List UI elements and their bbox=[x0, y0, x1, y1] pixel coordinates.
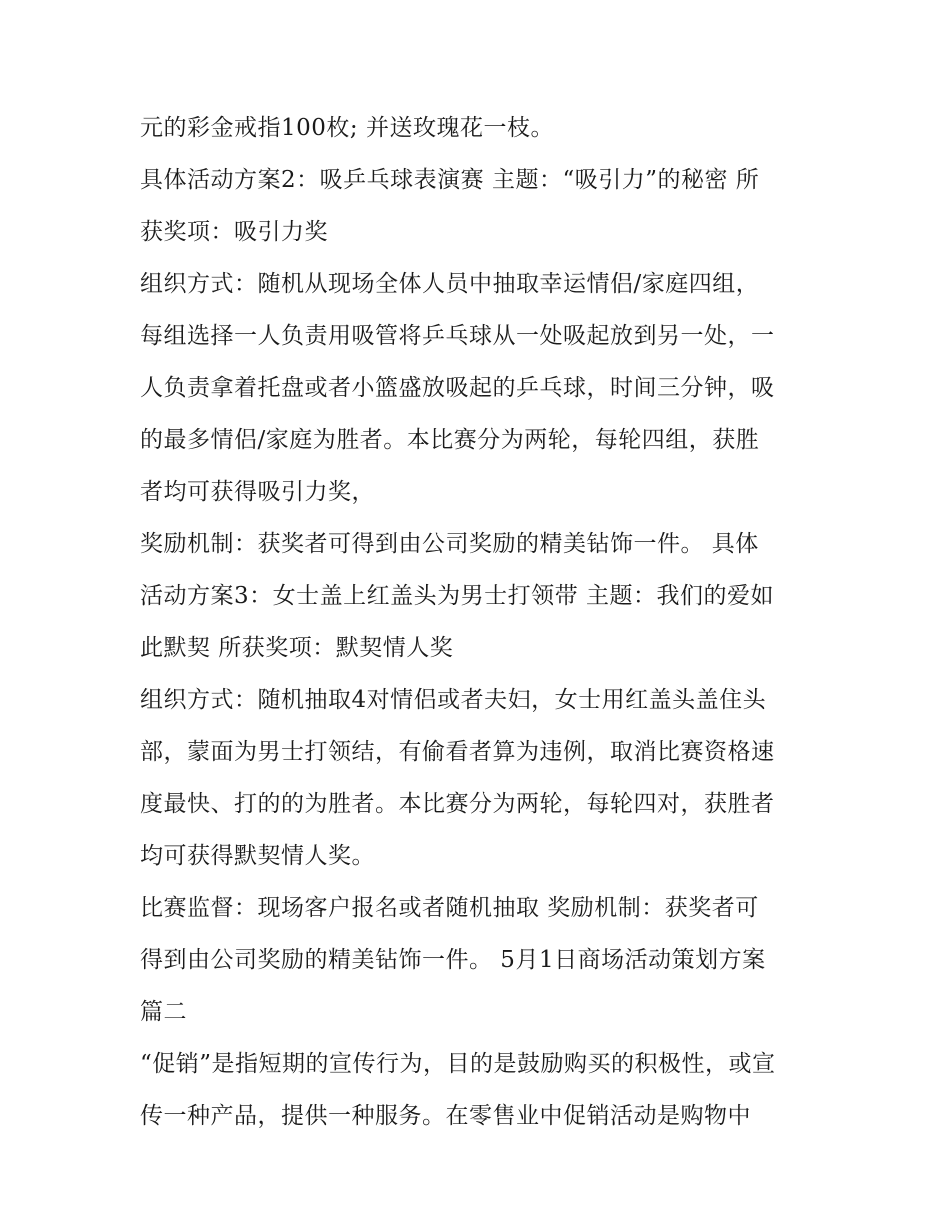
text-line: 均可获得默契情人奖。 bbox=[140, 843, 375, 869]
text-line: 此默契 所获奖项：默契情人奖 bbox=[140, 635, 454, 661]
text-line: 的最多情侣/家庭为胜者。本比赛分为两轮，每轮四组，获胜 bbox=[140, 427, 760, 453]
text-line: 元的彩金戒指100枚; 并送玫瑰花一枝。 bbox=[140, 115, 554, 141]
text-line: 者均可获得吸引力奖， bbox=[140, 479, 375, 505]
text-line: 获奖项：吸引力奖 bbox=[140, 219, 328, 245]
text-line: 得到由公司奖励的精美钻饰一件。 5月1日商场活动策划方案 bbox=[140, 947, 766, 973]
text-line: 人负责拿着托盘或者小篮盛放吸起的乒乓球，时间三分钟，吸 bbox=[140, 375, 775, 401]
text-line: 篇二 bbox=[140, 999, 187, 1025]
text-line: 具体活动方案2：吸乒乓球表演赛 主题：“吸引力”的秘密 所 bbox=[140, 167, 760, 193]
document-body bbox=[140, 102, 820, 1142]
text-line: 部，蒙面为男士打领结，有偷看者算为违例，取消比赛资格速 bbox=[140, 739, 775, 765]
text-line: “促销”是指短期的宣传行为，目的是鼓励购买的积极性，或宣 bbox=[140, 1051, 776, 1077]
text-line: 组织方式：随机从现场全体人员中抽取幸运情侣/家庭四组， bbox=[140, 271, 760, 297]
text-line: 奖励机制：获奖者可得到由公司奖励的精美钻饰一件。 具体 bbox=[140, 531, 759, 557]
text-line: 传一种产品，提供一种服务。在零售业中促销活动是购物中 bbox=[140, 1103, 751, 1129]
text-line: 每组选择一人负责用吸管将乒乓球从一处吸起放到另一处，一 bbox=[140, 323, 775, 349]
text-line: 活动方案3：女士盖上红盖头为男士打领带 主题：我们的爱如 bbox=[140, 583, 774, 609]
text-line: 组织方式：随机抽取4对情侣或者夫妇，女士用红盖头盖住头 bbox=[140, 687, 767, 713]
text-line: 度最快、打的的为胜者。本比赛分为两轮，每轮四对，获胜者 bbox=[140, 791, 775, 817]
text-line: 比赛监督：现场客户报名或者随机抽取 奖励机制：获奖者可 bbox=[140, 895, 759, 921]
